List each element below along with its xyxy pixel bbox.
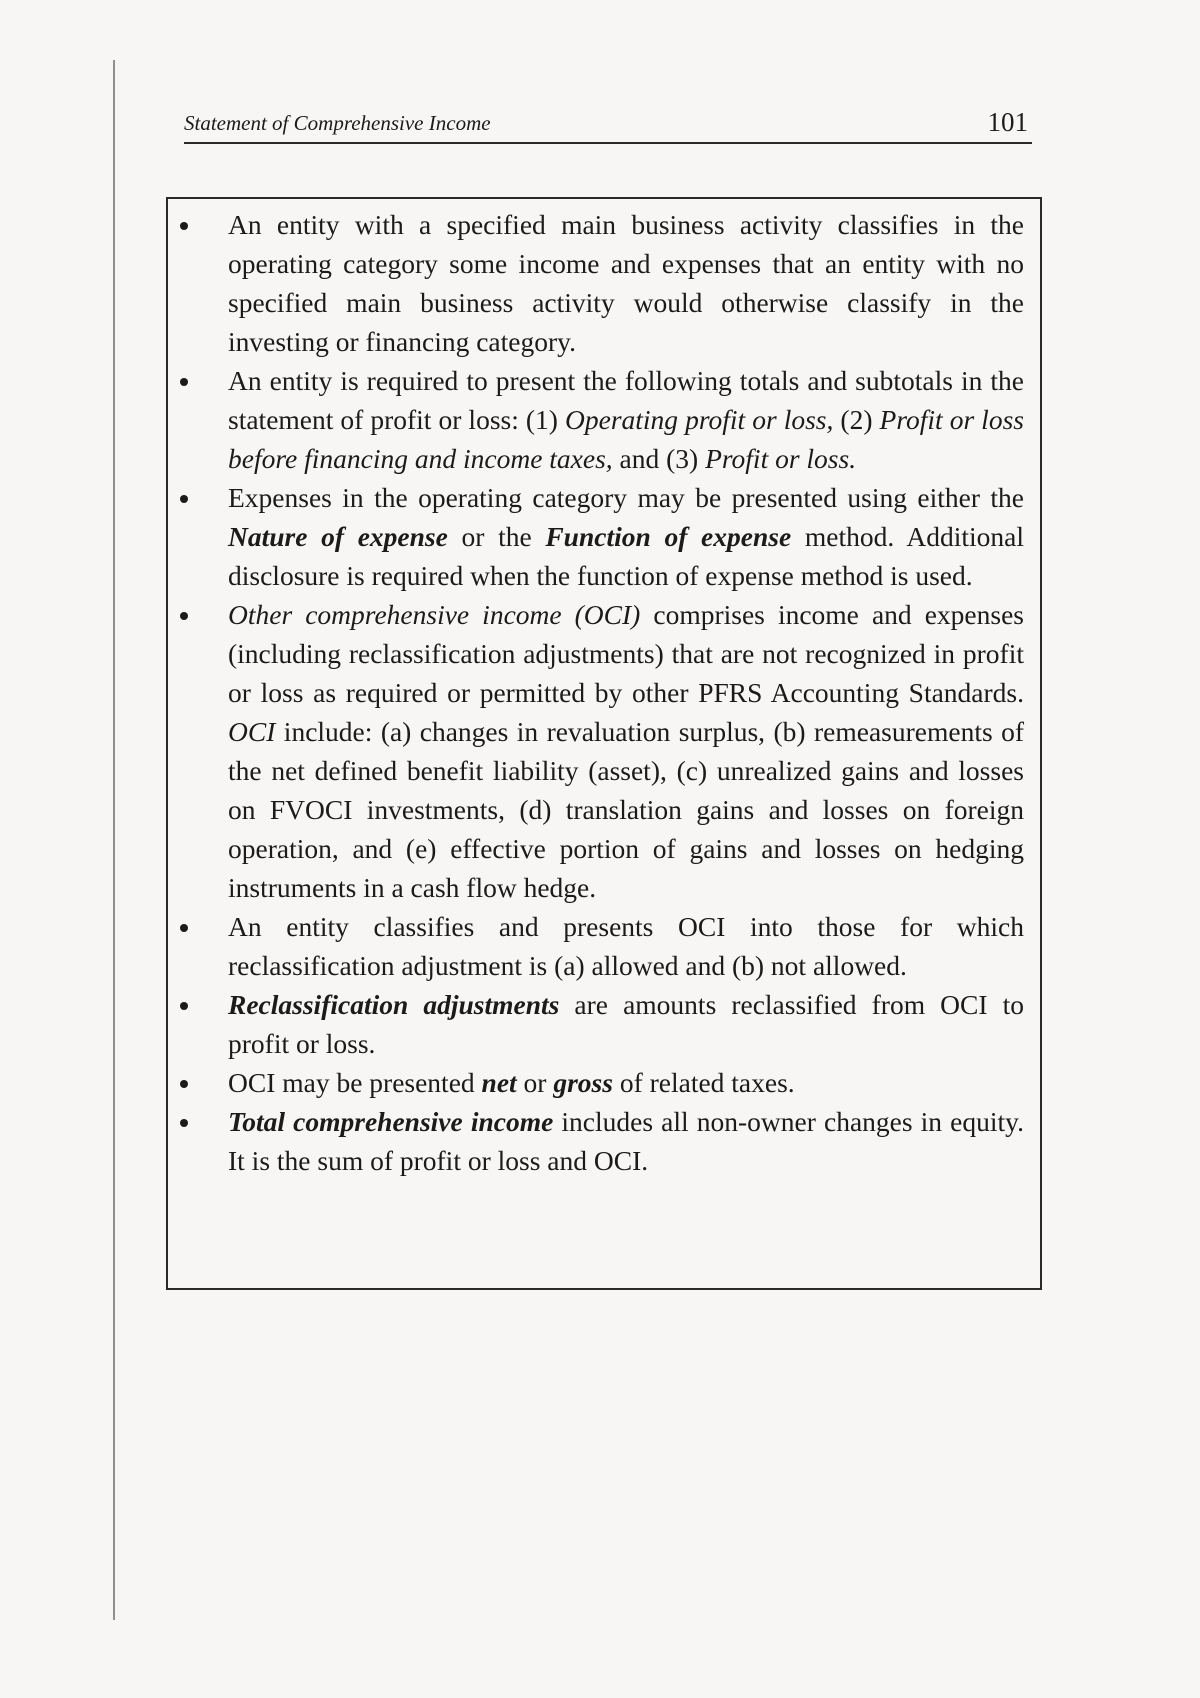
bullet-item (168, 361, 1040, 478)
bullet-text-segment: Profit or loss. (705, 443, 857, 474)
bullet-item (168, 595, 1040, 907)
bullet-text-segment: gross (553, 1067, 613, 1098)
bullet-item (168, 199, 1040, 361)
bullet-text-segment: Operating profit or loss, (565, 404, 834, 435)
bullet-icon (180, 495, 188, 503)
bullet-icon (180, 1080, 188, 1088)
bullet-text-segment: Profit or loss before financing and income taxes, (228, 404, 1024, 474)
bullet-text-segment: or (516, 1067, 554, 1098)
bullet-text-segment: An entity is required to present the following totals and subtotals in the statement of profit or loss: (1) (228, 365, 1024, 435)
bullet-item (168, 478, 1040, 595)
bullet-text-segment: net (481, 1067, 517, 1098)
running-title: Statement of Comprehensive Income (184, 111, 491, 135)
bullet-text-segment: of related taxes. (612, 1067, 795, 1098)
bullet-text-segment: Function of expense (545, 521, 792, 552)
bullet-text-segment: Expenses in the operating category may be presented using either the (228, 482, 1024, 513)
bullet-icon (180, 1002, 188, 1010)
bullet-text-segment: Nature of expense (228, 521, 448, 552)
page-number: 101 (987, 107, 1028, 137)
bullet-item (168, 1102, 1040, 1180)
bullet-text-segment: Reclassification adjustments (228, 989, 560, 1020)
book-spine-shadow (113, 60, 115, 1620)
bullet-text-segment: and (3) (612, 443, 706, 474)
bullet-text-segment: OCI (228, 716, 276, 747)
bullet-text-segment: includes all non-owner changes in equity. It is the sum of profit or loss and OCI. (228, 1106, 1024, 1176)
summary-bullet-list (168, 199, 1040, 1180)
page-header (184, 100, 1032, 144)
bullet-icon (180, 378, 188, 386)
bullet-item (168, 985, 1040, 1063)
bullet-text-segment: OCI may be presented (228, 1067, 482, 1098)
bullet-icon (180, 924, 188, 932)
summary-box (166, 197, 1042, 1290)
bullet-text-segment: or the (447, 521, 546, 552)
bullet-text-segment: An entity with a specified main business activity classifies in the operating category some income and expenses that an entity with no specified main business activity would otherwise classify in the investing or financing category. (228, 209, 1024, 357)
bullet-text-segment: An entity classifies and presents OCI into those for which reclassification adjustment is (a) allowed and (b) not allowed. (228, 911, 1024, 981)
bullet-text-segment: Other comprehensive income (OCI) (228, 599, 641, 630)
bullet-icon (180, 612, 188, 620)
bullet-icon (180, 222, 188, 230)
bullet-text-segment: comprises income and expenses (including reclassification adjustments) that are not recognized in profit or loss as required or permitted by other PFRS Accounting Standards. (228, 599, 1024, 708)
bullet-icon (180, 1119, 188, 1127)
bullet-text-segment: method. Additional disclosure is required when the function of expense method is used. (228, 521, 1024, 591)
bullet-text-segment: (2) (833, 404, 880, 435)
bullet-text-segment: Total comprehensive income (228, 1106, 554, 1137)
bullet-text-segment: include: (a) changes in revaluation surplus, (b) remeasurements of the net defined benefit liability (asset), (c) unrealized gains and losses on FVOCI investments, (d) translation gains and losses on foreign operation, and (e) effective portion of gains and losses on hedging instruments in a cash flow hedge. (228, 716, 1024, 903)
bullet-item (168, 1063, 1040, 1102)
bullet-text-segment: are amounts reclassified from OCI to profit or loss. (228, 989, 1024, 1059)
bullet-item (168, 907, 1040, 985)
